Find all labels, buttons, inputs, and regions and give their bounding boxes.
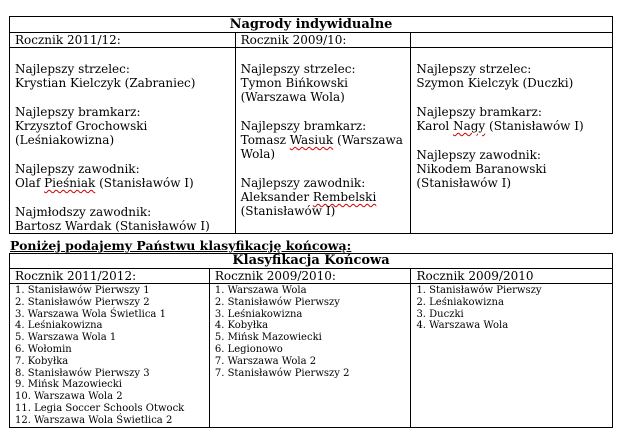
ranking-item: 10. Warszawa Wola 2 bbox=[15, 391, 123, 403]
award-entry bbox=[416, 62, 610, 90]
ranking-item: 1. Stanisławów Pierwszy 1 bbox=[15, 285, 150, 296]
award-entry bbox=[15, 62, 233, 90]
final-column-2009-b bbox=[411, 284, 613, 428]
award-entry bbox=[416, 105, 610, 133]
ranking-item: 3. Leśniakowizna bbox=[214, 308, 303, 320]
award-entry bbox=[416, 148, 610, 190]
ranking-item: 5. Mińsk Mazowiecki bbox=[214, 332, 322, 344]
ranking-item: 6. Wołomin bbox=[15, 343, 72, 355]
award-winner: Olaf Pieśniak (Stanisławów I) bbox=[15, 176, 194, 190]
individual-awards-title: Nagrody indywidualne bbox=[10, 17, 613, 33]
award-label: Najlepszy zawodnik: bbox=[240, 176, 366, 190]
final-classification-title: Klasyfikacja Końcowa bbox=[10, 254, 613, 269]
ranking-item: 4. Kobyłka bbox=[214, 320, 269, 332]
award-label: Najmłodszy zawodnik: bbox=[15, 205, 152, 219]
awards-column-2011 bbox=[10, 48, 236, 234]
awards-header-2011: Rocznik 2011/12: bbox=[10, 33, 236, 48]
award-label: Najlepszy bramkarz: bbox=[416, 105, 542, 119]
ranking-item: 8. Stanisławów Pierwszy 3 bbox=[15, 367, 150, 379]
ranking-item: 1. Warszawa Wola bbox=[214, 285, 307, 296]
award-label: Najlepszy bramkarz: bbox=[240, 119, 367, 133]
final-classification-table bbox=[9, 253, 613, 428]
ranking-item: 7. Stanisławów Pierwszy 2 bbox=[214, 367, 350, 379]
awards-column-2009 bbox=[235, 48, 411, 234]
awards-header-empty bbox=[411, 33, 613, 48]
award-winner: Nikodem Baranowski (Stanisławów I) bbox=[416, 162, 547, 190]
ranking-item: 7. Kobyłka bbox=[15, 355, 69, 367]
award-label: Najlepszy zawodnik: bbox=[416, 148, 541, 162]
ranking-item: 4. Leśniakowizna bbox=[15, 320, 103, 332]
awards-header-2009: Rocznik 2009/10: bbox=[235, 33, 411, 48]
ranking-item: 2. Leśniakowizna bbox=[416, 296, 504, 308]
award-label: Najlepszy strzelec: bbox=[240, 62, 356, 76]
award-label: Najlepszy strzelec: bbox=[15, 62, 130, 76]
award-entry bbox=[15, 205, 233, 233]
final-header-2009-b: Rocznik 2009/2010 bbox=[411, 269, 613, 284]
awards-column-third bbox=[411, 48, 613, 234]
final-column-2009 bbox=[209, 284, 411, 428]
award-winner: Tymon Bińkowski (Warszawa Wola) bbox=[240, 76, 348, 104]
award-winner: Krystian Kielczyk (Zabraniec) bbox=[15, 76, 196, 90]
final-classification-intro: Poniżej podajemy Państwu klasyfikację końcową: bbox=[10, 238, 352, 253]
ranking-item: 12. Warszawa Wola Świetlica 2 bbox=[15, 414, 173, 426]
award-entry bbox=[241, 62, 409, 104]
award-entry bbox=[241, 176, 409, 218]
award-winner: Tomasz Wasiuk (Warszawa Wola) bbox=[240, 133, 403, 161]
ranking-item: 3. Duczki bbox=[416, 308, 464, 320]
ranking-item: 4. Warszawa Wola bbox=[416, 320, 509, 332]
ranking-item: 3. Warszawa Wola Świetlica 1 bbox=[15, 308, 166, 320]
ranking-item: 1. Stanisławów Pierwszy bbox=[416, 285, 542, 296]
award-winner: Szymon Kielczyk (Duczki) bbox=[416, 76, 574, 90]
award-winner: Bartosz Wardak (Stanisławów I) bbox=[15, 219, 210, 233]
award-entry bbox=[15, 162, 233, 190]
award-label: Najlepszy zawodnik: bbox=[15, 162, 140, 176]
ranking-item: 9. Mińsk Mazowiecki bbox=[15, 379, 122, 391]
ranking-item: 6. Legionowo bbox=[214, 343, 283, 355]
ranking-item: 5. Warszawa Wola 1 bbox=[15, 332, 117, 344]
award-winner: Karol Nagy (Stanisławów I) bbox=[416, 119, 584, 133]
award-label: Najlepszy strzelec: bbox=[416, 62, 532, 76]
individual-awards-table bbox=[9, 16, 613, 234]
final-column-2011 bbox=[10, 284, 210, 428]
ranking-item: 11. Legia Soccer Schools Otwock bbox=[15, 402, 185, 414]
award-label: Najlepszy bramkarz: bbox=[15, 105, 141, 119]
ranking-item: 2. Stanisławów Pierwszy bbox=[214, 296, 340, 308]
ranking-item: 7. Warszawa Wola 2 bbox=[214, 355, 317, 367]
ranking-item: 2. Stanisławów Pierwszy 2 bbox=[15, 296, 150, 308]
award-winner: Krzysztof Grochowski (Leśniakowizna) bbox=[15, 119, 148, 147]
award-entry bbox=[15, 105, 233, 147]
award-entry bbox=[241, 119, 409, 161]
award-winner: Aleksander Rembelski (Stanisławów I) bbox=[240, 190, 377, 218]
final-header-2009: Rocznik 2009/2010: bbox=[209, 269, 411, 284]
final-header-2011: Rocznik 2011/2012: bbox=[10, 269, 210, 284]
